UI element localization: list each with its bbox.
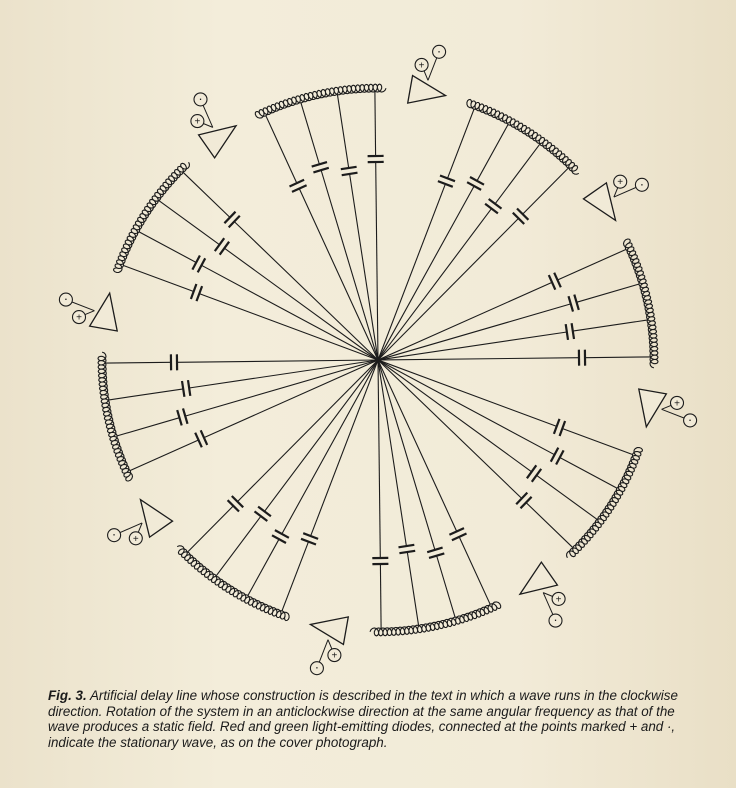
capacitor-plate <box>341 167 357 169</box>
amplifier <box>512 562 565 627</box>
inductor-coil <box>370 602 501 636</box>
spoke-line <box>378 360 457 531</box>
spoke-line <box>378 360 380 558</box>
plus-terminal <box>415 58 428 80</box>
spoke-line <box>537 475 597 519</box>
amplifier <box>308 611 348 675</box>
capacitor-plate <box>556 450 564 464</box>
spoke-line <box>188 506 233 552</box>
capacitor-plate <box>292 185 307 192</box>
inductor-coil <box>624 239 659 368</box>
spoke-line <box>526 503 572 548</box>
inductor-coil <box>567 448 643 558</box>
spoke-line <box>378 360 532 472</box>
capacitor <box>438 176 455 187</box>
spoke-line <box>301 103 319 164</box>
spoke-line <box>338 95 349 168</box>
figure-caption <box>48 688 708 750</box>
capacitor-plate <box>188 380 190 396</box>
capacitor <box>427 548 444 558</box>
amplifier-body <box>90 291 124 331</box>
capacitor-plate <box>572 323 574 339</box>
capacitor <box>171 354 177 370</box>
spoke-line <box>378 184 445 360</box>
spoke-line <box>378 360 557 426</box>
amplifier-triangle <box>512 562 558 606</box>
inductor-coil <box>255 84 386 118</box>
plus-terminal-symbol: + <box>132 533 139 545</box>
plus-terminal-symbol: + <box>555 594 562 606</box>
center-hub <box>375 357 381 363</box>
spoke-line <box>282 360 378 534</box>
spoke-line <box>177 360 378 362</box>
amplifier-body <box>583 183 627 229</box>
inductor-coil <box>177 546 289 621</box>
capacitor <box>485 199 501 213</box>
capacitor-plate <box>399 551 415 553</box>
spoke-line <box>477 125 508 181</box>
capacitor <box>290 180 307 192</box>
capacitor <box>569 295 579 312</box>
capacitor <box>399 545 416 553</box>
capacitor <box>566 323 574 340</box>
spoke-line <box>350 174 378 360</box>
plus-terminal-symbol: + <box>76 312 82 324</box>
spoke-line <box>159 201 219 245</box>
dot-terminal <box>662 409 697 427</box>
spoke-line <box>117 418 179 436</box>
spoke-line <box>106 362 171 363</box>
capacitor-plate <box>191 284 197 299</box>
amplifier-body <box>129 492 173 538</box>
spoke-line <box>266 116 297 183</box>
dot-terminal-symbol: · <box>687 411 693 427</box>
capacitor-plate <box>452 534 467 541</box>
spoke-line <box>109 389 183 400</box>
spoke-line <box>216 516 261 575</box>
plus-terminal-symbol: + <box>331 650 338 662</box>
spoke-line <box>378 360 555 455</box>
dot-terminal-symbol: · <box>198 90 203 106</box>
amplifier-body <box>199 114 245 158</box>
spoke-line <box>437 556 455 617</box>
spoke-line <box>321 170 378 360</box>
capacitor <box>551 448 564 465</box>
spoke-line <box>378 218 519 360</box>
amplifier <box>633 389 697 429</box>
dot-terminal <box>310 640 328 675</box>
spoke-line <box>234 222 378 360</box>
figure-label: Fig. 3. <box>48 688 87 703</box>
spoke-line <box>448 109 475 178</box>
capacitor-plate <box>551 448 559 462</box>
capacitor-plate <box>275 530 289 538</box>
amplifier <box>59 291 123 331</box>
plus-terminal <box>328 640 341 662</box>
capacitor-plate <box>467 182 481 190</box>
inductor-coil <box>98 352 133 481</box>
capacitor-plate <box>192 256 200 270</box>
spoke-line <box>378 282 552 360</box>
plus-terminal-symbol: + <box>418 60 425 72</box>
spoke-line <box>378 360 435 550</box>
spoke-line <box>204 360 378 438</box>
amplifier <box>108 492 173 545</box>
dot-terminal-symbol: · <box>111 526 117 542</box>
figure-caption-text: Artificial delay line whose construction is described in the text in which a wave runs in the clockwise direction. Rotation of the system in an anticlockwise direction at the same angular frequency as that of the wave produces a static field. Red and green light-emitting diodes, connected at the points marked + and ·, indicate the stationary wave, as on the cover photograph. <box>48 688 678 750</box>
dot-terminal-symbol: · <box>436 43 442 59</box>
spoke-line <box>202 265 379 360</box>
capacitor-plate <box>440 176 455 182</box>
capacitor-plate <box>342 173 358 176</box>
spoke-line <box>378 304 571 360</box>
dot-terminal <box>59 291 94 311</box>
dot-terminal-symbol: · <box>553 612 558 628</box>
capacitor-plate <box>438 181 453 187</box>
amplifier-triangle <box>583 183 627 229</box>
capacitor-plate <box>182 381 184 397</box>
capacitor <box>368 156 384 162</box>
spoke-line <box>124 266 194 292</box>
spoke-line <box>378 186 474 360</box>
amplifier-triangle <box>308 611 348 645</box>
capacitor-plate <box>549 275 556 290</box>
dot-terminal-symbol: · <box>314 659 320 675</box>
capacitor <box>467 177 484 190</box>
capacitor-plate <box>470 177 484 185</box>
capacitor-plate <box>272 535 286 543</box>
capacitor <box>449 528 466 540</box>
dot-terminal <box>428 43 446 80</box>
capacitor-plate <box>303 533 318 539</box>
capacitor <box>341 167 358 175</box>
capacitor-plate <box>201 430 208 445</box>
capacitor <box>215 238 229 255</box>
inductor-coil <box>467 100 579 175</box>
spoke-line <box>376 162 378 360</box>
capacitor-plate <box>566 324 568 340</box>
amplifier <box>408 43 448 109</box>
dot-terminal-symbol: · <box>639 176 645 192</box>
spoke-line <box>299 189 378 360</box>
amplifier <box>191 91 244 158</box>
spoke-line <box>585 357 650 358</box>
capacitor <box>255 507 271 521</box>
inductor-coil <box>114 162 190 272</box>
amplifier-body <box>408 76 448 110</box>
spoke-line <box>378 360 522 498</box>
spoke-line <box>378 360 406 546</box>
plus-terminal-symbol: + <box>617 177 624 189</box>
spoke-line <box>311 360 378 536</box>
capacitor-plate <box>301 539 316 545</box>
spoke-line <box>562 429 632 455</box>
capacitor <box>182 380 190 397</box>
spoke-line <box>185 360 378 416</box>
capacitor <box>579 350 585 366</box>
spoke-line <box>378 358 579 360</box>
capacitor <box>554 419 565 436</box>
spoke-line <box>184 173 230 218</box>
amplifier-triangle <box>199 114 245 158</box>
capacitor-plate <box>560 421 566 436</box>
capacitor-plate <box>399 545 415 548</box>
amplifier-body <box>512 562 558 606</box>
capacitor <box>192 256 205 273</box>
spoke-line <box>378 209 492 360</box>
capacitor <box>272 530 289 543</box>
spoke-line <box>407 552 418 625</box>
capacitor-plate <box>554 273 561 288</box>
spoke-line <box>560 458 617 489</box>
amplifier-triangle <box>633 389 667 429</box>
spoke-line <box>224 248 378 360</box>
spoke-line <box>380 564 381 628</box>
capacitor <box>527 465 541 482</box>
spoke-line <box>189 360 378 388</box>
amplifier-triangle <box>129 492 173 538</box>
spoke-line <box>375 92 376 156</box>
capacitor <box>195 430 207 447</box>
capacitor <box>191 284 202 301</box>
plus-terminal <box>662 396 684 409</box>
amplifier-body <box>308 611 348 645</box>
capacitor-plate <box>290 180 305 187</box>
capacitor <box>549 273 561 290</box>
spoke-line <box>282 542 309 611</box>
capacitor-plate <box>195 433 202 448</box>
amplifier-triangle <box>90 291 124 331</box>
capacitor-plate <box>449 528 464 535</box>
spoke-line <box>248 539 279 595</box>
capacitor <box>177 408 187 425</box>
spoke-line <box>265 360 379 511</box>
plus-terminal-symbol: + <box>194 116 201 128</box>
capacitor <box>372 558 388 564</box>
dot-terminal-symbol: · <box>63 291 69 307</box>
capacitor-plate <box>197 286 203 301</box>
capacitor <box>301 533 318 544</box>
spoke-line <box>459 537 490 604</box>
amplifier <box>583 175 648 228</box>
spoke-line <box>238 360 379 502</box>
spoke-line <box>378 332 567 360</box>
spoke-line <box>495 144 539 203</box>
capacitor-plate <box>198 258 206 272</box>
spoke-line <box>573 320 647 331</box>
spoke-line <box>199 294 378 360</box>
spoke-line <box>130 440 198 471</box>
plus-terminal <box>73 311 95 324</box>
spoke-line <box>523 168 568 214</box>
amplifier-body <box>633 389 667 429</box>
spoke-line <box>139 232 196 263</box>
plus-terminal-symbol: + <box>674 398 680 410</box>
amplifier-triangle <box>408 76 448 110</box>
capacitor-plate <box>554 419 560 434</box>
spoke-line <box>577 284 639 302</box>
capacitor <box>312 162 329 172</box>
spoke-line <box>558 250 626 281</box>
